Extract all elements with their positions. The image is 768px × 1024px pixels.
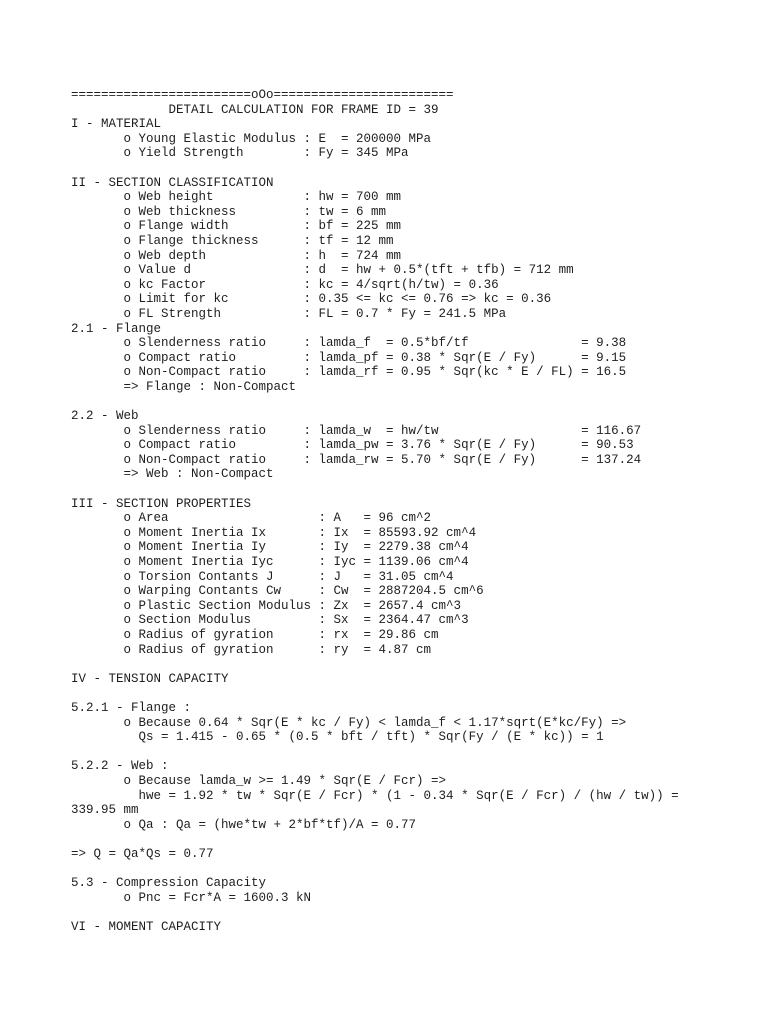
report-line bbox=[71, 686, 679, 701]
report-line: 2.2 - Web bbox=[71, 409, 139, 424]
report-line: o Area : A = 96 cm^2 bbox=[71, 511, 432, 526]
report-line bbox=[71, 745, 679, 760]
report-line: o FL Strength : FL = 0.7 * Fy = 241.5 MPa bbox=[71, 306, 507, 321]
report-line: o Flange width : bf = 225 mm bbox=[71, 219, 402, 234]
report-line: DETAIL CALCULATION FOR FRAME ID = 39 bbox=[71, 102, 439, 117]
report-line: o Web thickness : tw = 6 mm bbox=[71, 204, 387, 219]
report-line: o Radius of gyration : rx = 29.86 cm bbox=[71, 627, 439, 642]
report-line: Qs = 1.415 - 0.65 * (0.5 * bft / tft) * Sqr(Fy / (E * kc)) = 1 bbox=[71, 730, 604, 745]
calculation-report bbox=[71, 88, 679, 934]
report-line bbox=[71, 832, 679, 847]
report-line: o Torsion Contants J : J = 31.05 cm^4 bbox=[71, 569, 454, 584]
report-line: I - MATERIAL bbox=[71, 117, 162, 132]
report-line: o Plastic Section Modulus : Zx = 2657.4 cm^3 bbox=[71, 598, 462, 613]
report-line: o Value d : d = hw + 0.5*(tft + tfb) = 712 mm bbox=[71, 263, 574, 278]
report-line: o Because 0.64 * Sqr(E * kc / Fy) < lamda_f < 1.17*sqrt(E*kc/Fy) => bbox=[71, 715, 627, 730]
report-line bbox=[71, 394, 679, 409]
report-line: 339.95 mm bbox=[71, 803, 139, 818]
report-line: 5.3 - Compression Capacity bbox=[71, 876, 267, 891]
report-line: o Non-Compact ratio : lamda_rf = 0.95 * Sqr(kc * E / FL) = 16.5 bbox=[71, 365, 627, 380]
report-line: => Web : Non-Compact bbox=[71, 467, 274, 482]
report-line: o Moment Inertia Iyc : Iyc = 1139.06 cm^4 bbox=[71, 555, 469, 569]
report-line: o Young Elastic Modulus : E = 200000 MPa bbox=[71, 131, 432, 146]
report-line: o Moment Inertia Iy : Iy = 2279.38 cm^4 bbox=[71, 540, 469, 555]
report-line: => Q = Qa*Qs = 0.77 bbox=[71, 846, 214, 861]
report-line bbox=[71, 861, 679, 876]
report-line: ========================oOo======================== bbox=[71, 88, 454, 102]
report-line: o Non-Compact ratio : lamda_rw = 5.70 * Sqr(E / Fy) = 137.24 bbox=[71, 452, 642, 467]
report-line: II - SECTION CLASSIFICATION bbox=[71, 175, 274, 190]
report-line: o Flange thickness : tf = 12 mm bbox=[71, 233, 394, 248]
report-line: o Compact ratio : lamda_pw = 3.76 * Sqr(E / Fy) = 90.53 bbox=[71, 438, 634, 453]
report-line: o Compact ratio : lamda_pf = 0.38 * Sqr(E / Fy) = 9.15 bbox=[71, 350, 627, 365]
report-line: o Web height : hw = 700 mm bbox=[71, 190, 402, 205]
report-line: 5.2.1 - Flange : bbox=[71, 700, 192, 715]
report-line: o Warping Contants Cw : Cw = 2887204.5 cm^6 bbox=[71, 584, 484, 599]
report-line: IV - TENSION CAPACITY bbox=[71, 671, 229, 686]
report-line: 2.1 - Flange bbox=[71, 321, 162, 336]
report-line: 5.2.2 - Web : bbox=[71, 759, 169, 774]
report-line: III - SECTION PROPERTIES bbox=[71, 496, 252, 511]
report-line: o Slenderness ratio : lamda_w = hw/tw = 116.67 bbox=[71, 423, 642, 438]
report-line: o Yield Strength : Fy = 345 MPa bbox=[71, 146, 409, 161]
report-line bbox=[71, 905, 679, 920]
report-line: hwe = 1.92 * tw * Sqr(E / Fcr) * (1 - 0.34 * Sqr(E / Fcr) / (hw / tw)) = bbox=[71, 788, 679, 803]
report-line: o Pnc = Fcr*A = 1600.3 kN bbox=[71, 890, 312, 905]
report-line: o Slenderness ratio : lamda_f = 0.5*bf/tf = 9.38 bbox=[71, 336, 627, 351]
report-line: VI - MOMENT CAPACITY bbox=[71, 919, 222, 934]
report-line: o kc Factor : kc = 4/sqrt(h/tw) = 0.36 bbox=[71, 277, 499, 292]
report-line: o Moment Inertia Ix : Ix = 85593.92 cm^4 bbox=[71, 525, 477, 540]
report-line: o Section Modulus : Sx = 2364.47 cm^3 bbox=[71, 613, 469, 628]
report-line bbox=[71, 161, 679, 176]
report-line: => Flange : Non-Compact bbox=[71, 379, 297, 394]
report-line bbox=[71, 482, 679, 497]
report-line: o Radius of gyration : ry = 4.87 cm bbox=[71, 642, 432, 657]
report-line: o Limit for kc : 0.35 <= kc <= 0.76 => kc = 0.36 bbox=[71, 292, 552, 307]
report-line bbox=[71, 657, 679, 672]
report-line: o Web depth : h = 724 mm bbox=[71, 248, 402, 263]
report-line: o Qa : Qa = (hwe*tw + 2*bf*tf)/A = 0.77 bbox=[71, 817, 417, 832]
report-line: o Because lamda_w >= 1.49 * Sqr(E / Fcr) => bbox=[71, 773, 447, 788]
